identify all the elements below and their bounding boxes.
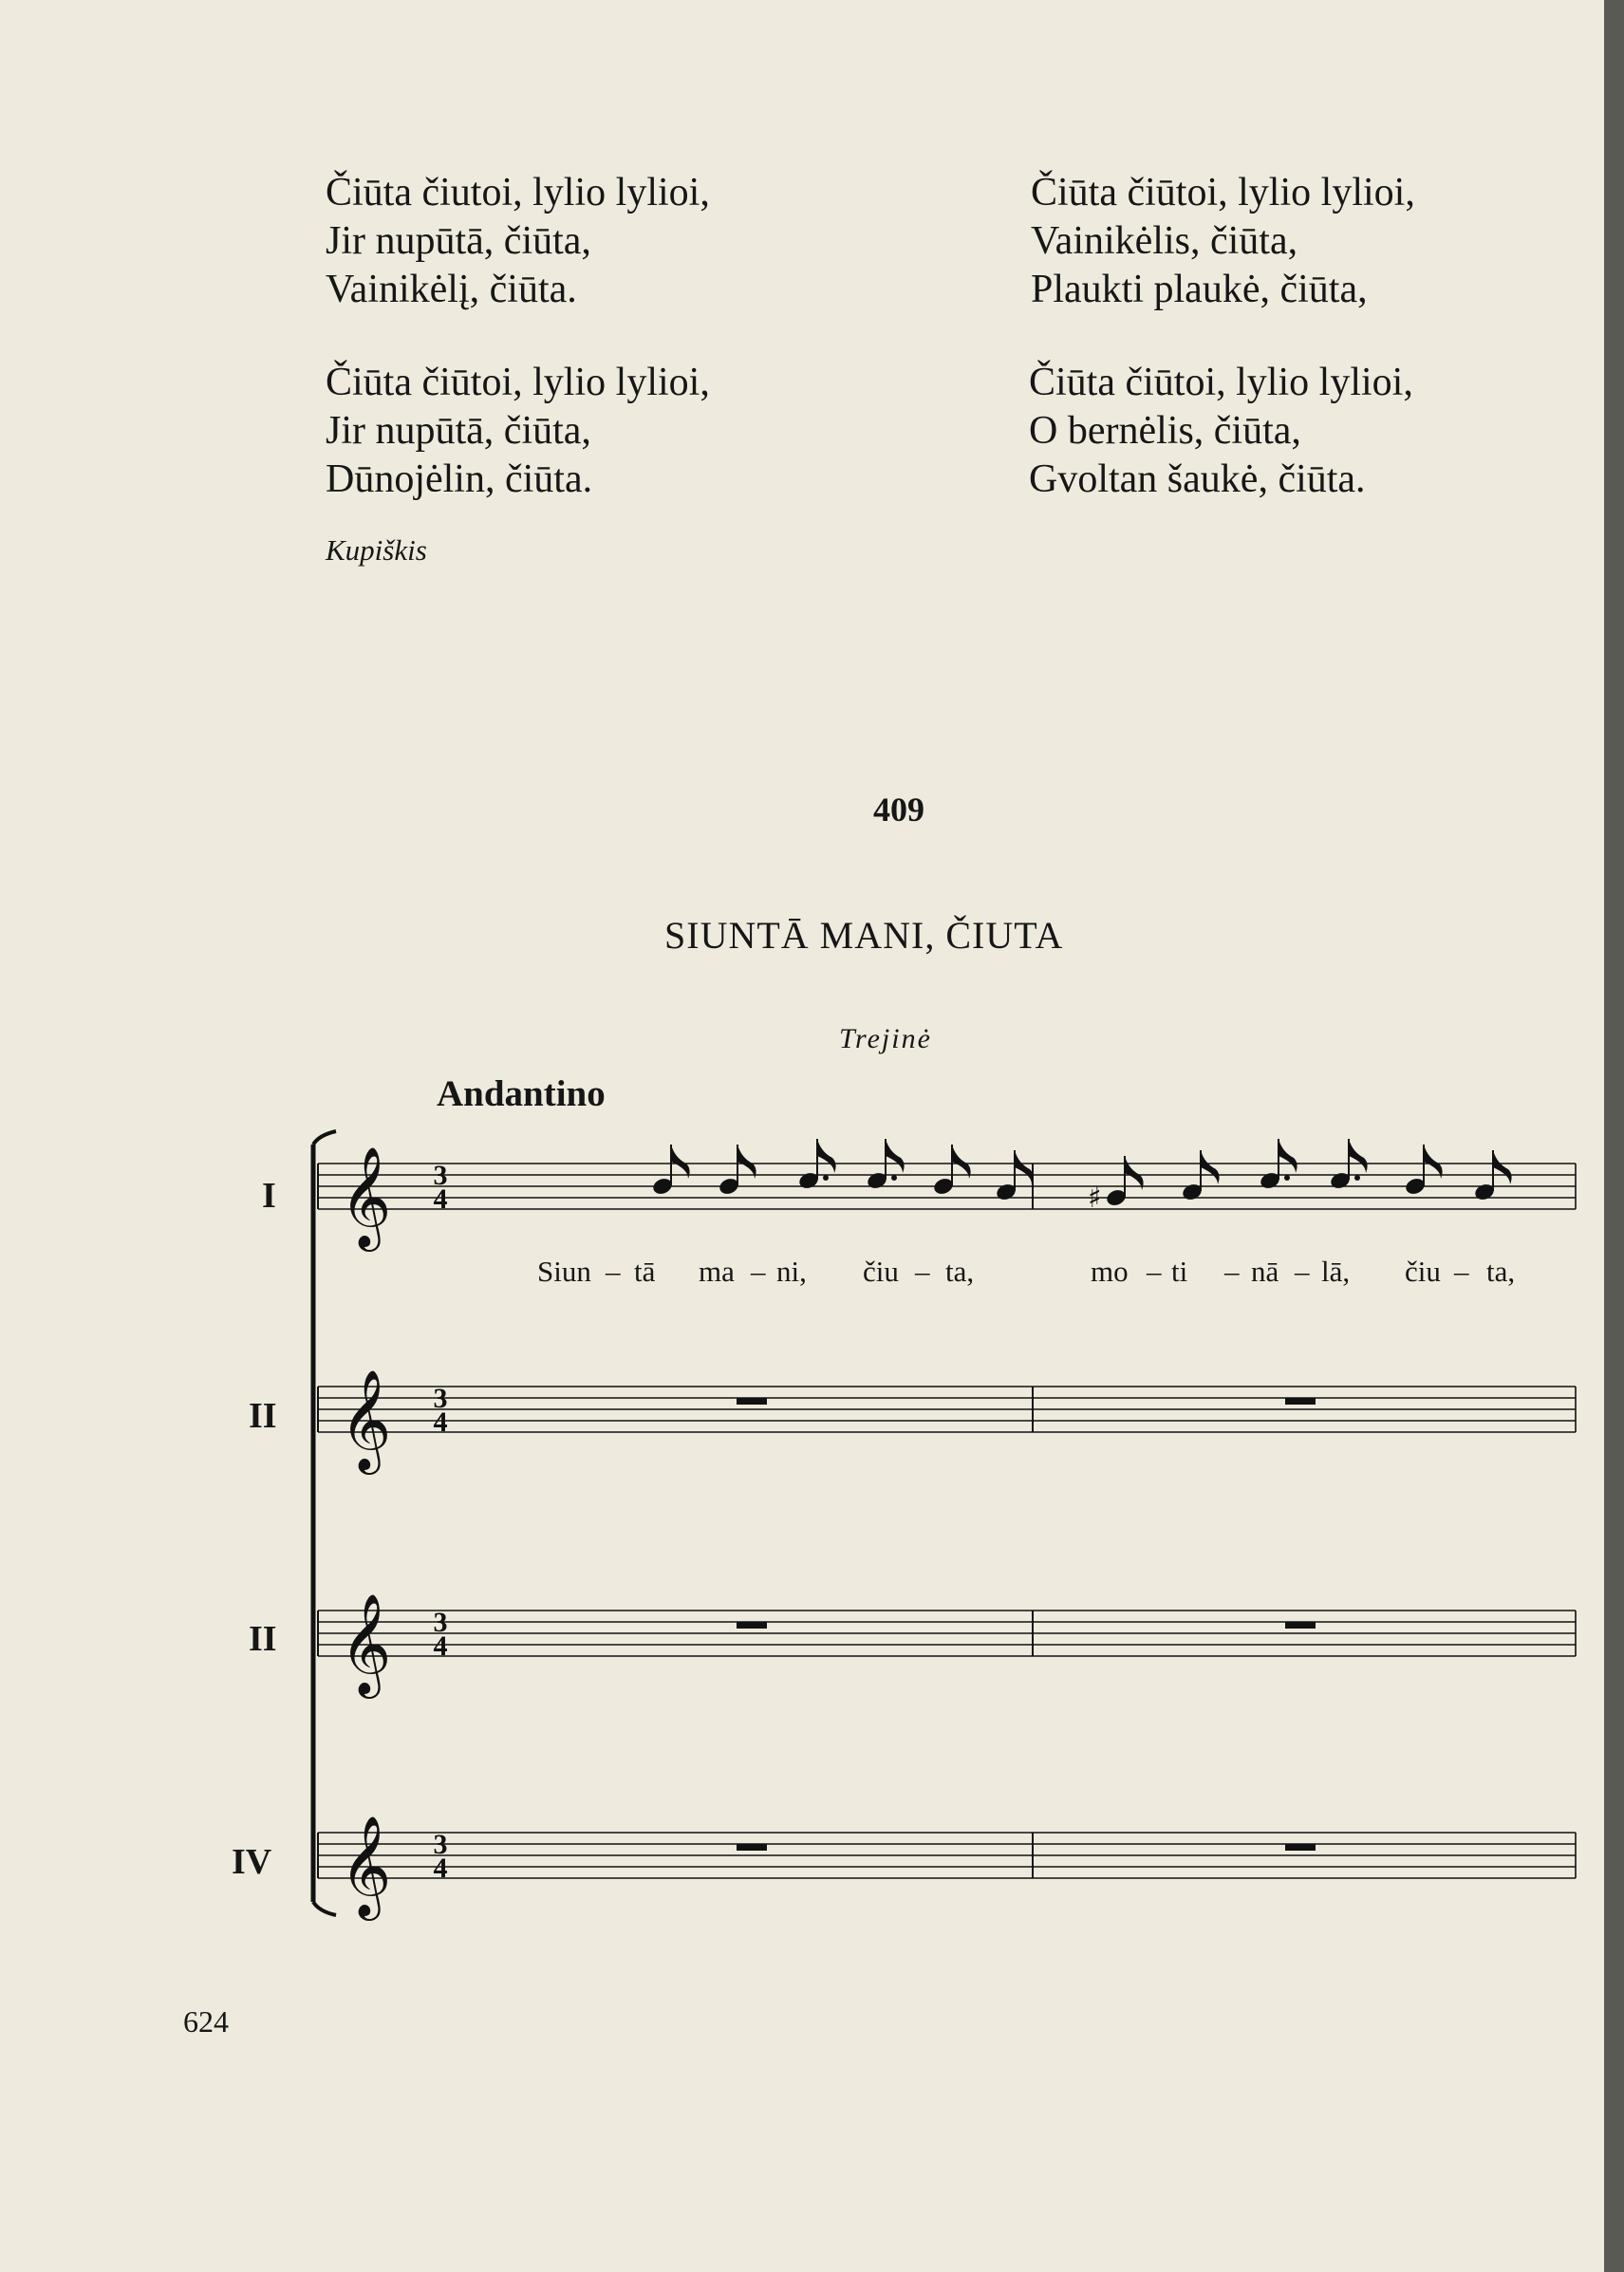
note-flag <box>952 1145 971 1179</box>
time-signature-bottom: 4 <box>433 1853 448 1884</box>
whole-rest <box>737 1844 767 1851</box>
whole-rest <box>1285 1844 1316 1851</box>
lyric-syllable: mo <box>1091 1255 1129 1288</box>
treble-clef-icon: 𝄞 <box>340 1815 392 1916</box>
lyric-syllable: ta, <box>945 1255 975 1288</box>
lyric-syllable: ti <box>1171 1255 1188 1288</box>
lyric-syllable: lā, <box>1321 1255 1351 1288</box>
treble-clef-icon: 𝄞 <box>340 1592 392 1694</box>
augmentation-dot <box>1354 1175 1360 1181</box>
sharp-icon: ♯ <box>1088 1182 1102 1215</box>
time-signature-top: 3 <box>433 1829 448 1860</box>
time-signature-top: 3 <box>433 1160 448 1191</box>
verse-line: Čiūta čiūtoi, lylio lylioi, <box>326 361 710 404</box>
lyric-hyphen: – <box>1147 1255 1162 1288</box>
lyric-syllable: Siun <box>537 1255 591 1288</box>
augmentation-dot <box>891 1175 897 1181</box>
lyric-hyphen: – <box>1454 1255 1469 1288</box>
whole-rest <box>737 1398 767 1405</box>
lyric-syllable: čiu <box>1405 1255 1441 1288</box>
verse-line: Gvoltan šaukė, čiūta. <box>1029 457 1366 501</box>
page-number: 624 <box>183 2004 229 2039</box>
song-title: SIUNTĀ MANI, ČIUTA <box>664 914 1064 957</box>
note-flag <box>1493 1150 1512 1184</box>
verse-line: Čiūta čiutoi, lylio lylioi, <box>326 171 710 214</box>
time-signature-bottom: 4 <box>433 1183 448 1215</box>
note-flag <box>1015 1150 1034 1184</box>
lyric-syllable: čiu <box>863 1255 899 1288</box>
time-signature-top: 3 <box>433 1607 448 1638</box>
note-flag <box>1201 1150 1220 1184</box>
lyric-syllable: nā <box>1251 1255 1279 1288</box>
verse-line: Čiūta čiūtoi, lylio lylioi, <box>1031 171 1415 214</box>
verse-line: Vainikėlis, čiūta, <box>1031 219 1298 263</box>
verse-line: Čiūta čiūtoi, lylio lylioi, <box>1029 361 1413 404</box>
time-signature-top: 3 <box>433 1383 448 1414</box>
lyric-hyphen: – <box>1295 1255 1310 1288</box>
verse-line: Jir nupūtā, čiūta, <box>326 219 591 263</box>
verse-line: Jir nupūtā, čiūta, <box>326 409 591 453</box>
lyric-hyphen: – <box>915 1255 930 1288</box>
time-signature-bottom: 4 <box>433 1630 448 1662</box>
lyric-hyphen: – <box>1224 1255 1240 1288</box>
lyric-hyphen: – <box>606 1255 621 1288</box>
verse-line: Plaukti plaukė, čiūta, <box>1031 268 1368 311</box>
note-flag <box>817 1139 836 1173</box>
bracket-bottom-hook <box>313 1902 336 1915</box>
whole-rest <box>737 1622 767 1629</box>
verse-line: Vainikėlį, čiūta. <box>326 268 577 311</box>
lyric-hyphen: – <box>751 1255 766 1288</box>
lyric-syllable: tā <box>634 1255 656 1288</box>
note-flag <box>671 1145 690 1179</box>
note-flag <box>1279 1139 1297 1173</box>
verse-line: O bernėlis, čiūta, <box>1029 409 1301 453</box>
tempo-marking: Andantino <box>437 1073 606 1114</box>
lyric-syllable: ni, <box>776 1255 807 1288</box>
treble-clef-icon: 𝄞 <box>340 1369 392 1470</box>
note-flag <box>886 1139 905 1173</box>
note-flag <box>1349 1139 1368 1173</box>
place-of-recording: Kupiškis <box>326 533 427 567</box>
note-flag <box>1424 1145 1443 1179</box>
song-number: 409 <box>873 791 924 829</box>
whole-rest <box>1285 1398 1316 1405</box>
voice-label-2: II <box>249 1396 277 1436</box>
voice-label-4: IV <box>232 1842 272 1882</box>
verse-line: Dūnojėlin, čiūta. <box>326 457 593 501</box>
time-signature-bottom: 4 <box>433 1406 448 1438</box>
augmentation-dot <box>823 1175 829 1181</box>
song-subtitle: Trejinė <box>839 1023 932 1054</box>
note-flag <box>737 1145 756 1179</box>
lyric-syllable: ta, <box>1486 1255 1516 1288</box>
note-flag <box>1125 1156 1144 1190</box>
lyric-syllable: ma <box>699 1255 735 1288</box>
bracket-top-hook <box>313 1131 336 1145</box>
treble-clef-icon: 𝄞 <box>340 1145 392 1247</box>
augmentation-dot <box>1284 1175 1290 1181</box>
whole-rest <box>1285 1622 1316 1629</box>
voice-label-3: II <box>249 1619 277 1659</box>
voice-label-1: I <box>262 1176 276 1216</box>
